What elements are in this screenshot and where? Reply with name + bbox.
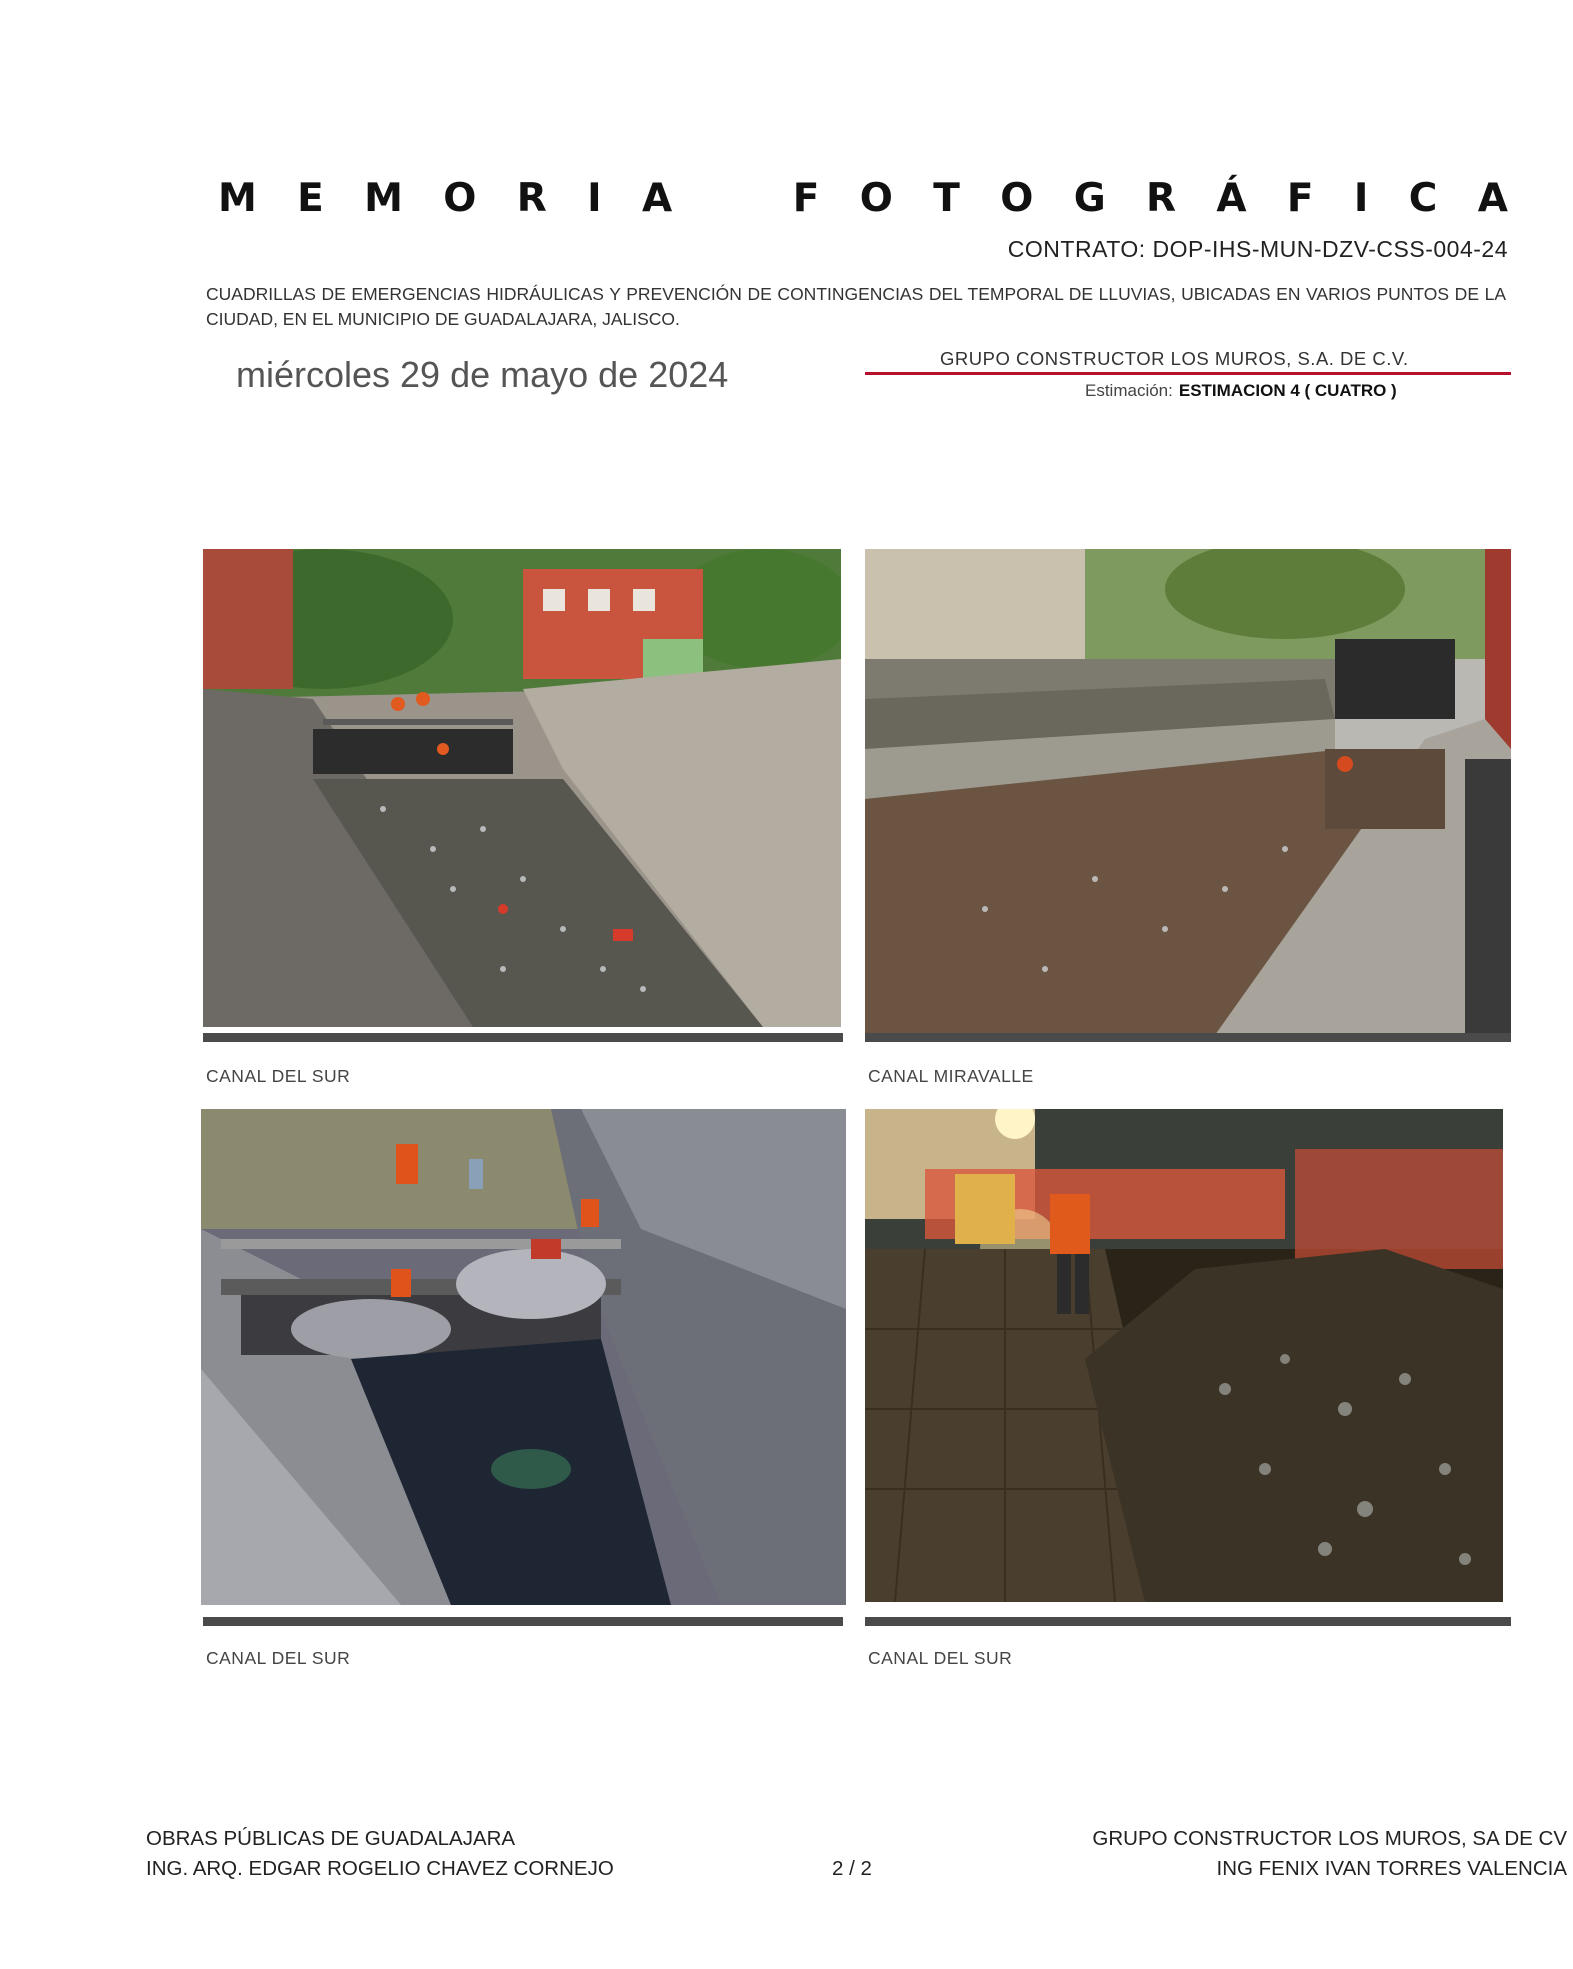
- estimacion-value: ESTIMACION 4 ( CUATRO ): [1178, 381, 1397, 400]
- title-letter: F: [792, 176, 820, 221]
- title-letter: O: [859, 176, 893, 221]
- photo-canal-1-caption: CANAL DEL SUR: [206, 1066, 351, 1086]
- title-letter: O: [1000, 176, 1034, 221]
- footer-left-line2: ING. ARQ. EDGAR ROGELIO CHAVEZ CORNEJO: [146, 1857, 614, 1880]
- photo-canal-4-bar: [865, 1617, 1511, 1626]
- title-letter: I: [587, 176, 602, 221]
- title-letter: I: [1353, 176, 1369, 221]
- photo-canal-3-image: [201, 1109, 846, 1605]
- header-divider: [865, 372, 1511, 375]
- photo-canal-4-caption: CANAL DEL SUR: [868, 1648, 1013, 1668]
- photo-canal-2-bar: [865, 1033, 1511, 1042]
- title-letter: A: [1477, 176, 1508, 221]
- title-letter: E: [297, 176, 324, 221]
- photo-canal-3-caption: CANAL DEL SUR: [206, 1648, 351, 1668]
- project-description: CUADRILLAS DE EMERGENCIAS HIDRÁULICAS Y PREVENCIÓN DE CONTINGENCIAS DEL TEMPORAL DE LLUVIAS, UBICADAS EN VARIOS PUNTOS DE LA CIUDAD, EN EL MUNICIPIO DE GUADALAJARA, JALISCO.: [206, 284, 1506, 329]
- title-letter: A: [641, 176, 673, 221]
- photo-canal-1-image: [203, 549, 841, 1027]
- photo-canal-4: [865, 1109, 1503, 1602]
- title-letter: T: [933, 176, 960, 221]
- photo-canal-3: [201, 1109, 846, 1605]
- estimacion-label: Estimación:: [1085, 381, 1173, 400]
- page-title: [218, 176, 1508, 221]
- footer-left: [146, 1824, 614, 1884]
- title-letter: O: [443, 176, 477, 221]
- photo-canal-1: [203, 549, 841, 1027]
- photo-canal-2: [865, 549, 1511, 1035]
- title-letter: R: [516, 176, 547, 221]
- company-name: GRUPO CONSTRUCTOR LOS MUROS, S.A. DE C.V.: [940, 348, 1409, 369]
- title-letter: C: [1408, 176, 1438, 221]
- report-date: miércoles 29 de mayo de 2024: [236, 354, 729, 395]
- title-letter: R: [1146, 176, 1177, 221]
- footer-right-line1: GRUPO CONSTRUCTOR LOS MUROS, SA DE CV: [1092, 1827, 1567, 1850]
- title-word-gap: [712, 176, 752, 221]
- photo-canal-1-bar: [203, 1033, 843, 1042]
- photo-canal-2-image: [865, 549, 1511, 1035]
- title-letter: Á: [1216, 176, 1247, 221]
- title-letter: G: [1073, 176, 1106, 221]
- photo-canal-3-bar: [203, 1617, 843, 1626]
- page-number: 2 / 2: [832, 1857, 872, 1880]
- footer-right-line2: ING FENIX IVAN TORRES VALENCIA: [1216, 1857, 1567, 1880]
- photo-canal-4-image: [865, 1109, 1503, 1602]
- estimacion: [1085, 381, 1397, 401]
- title-letter: M: [218, 176, 257, 221]
- footer-left-line1: OBRAS PÚBLICAS DE GUADALAJARA: [146, 1827, 516, 1850]
- photo-canal-2-caption: CANAL MIRAVALLE: [868, 1066, 1034, 1086]
- title-letter: M: [364, 176, 403, 221]
- title-letter: F: [1286, 176, 1314, 221]
- footer-right: [1092, 1824, 1567, 1884]
- contract-number: CONTRATO: DOP-IHS-MUN-DZV-CSS-004-24: [1007, 236, 1508, 262]
